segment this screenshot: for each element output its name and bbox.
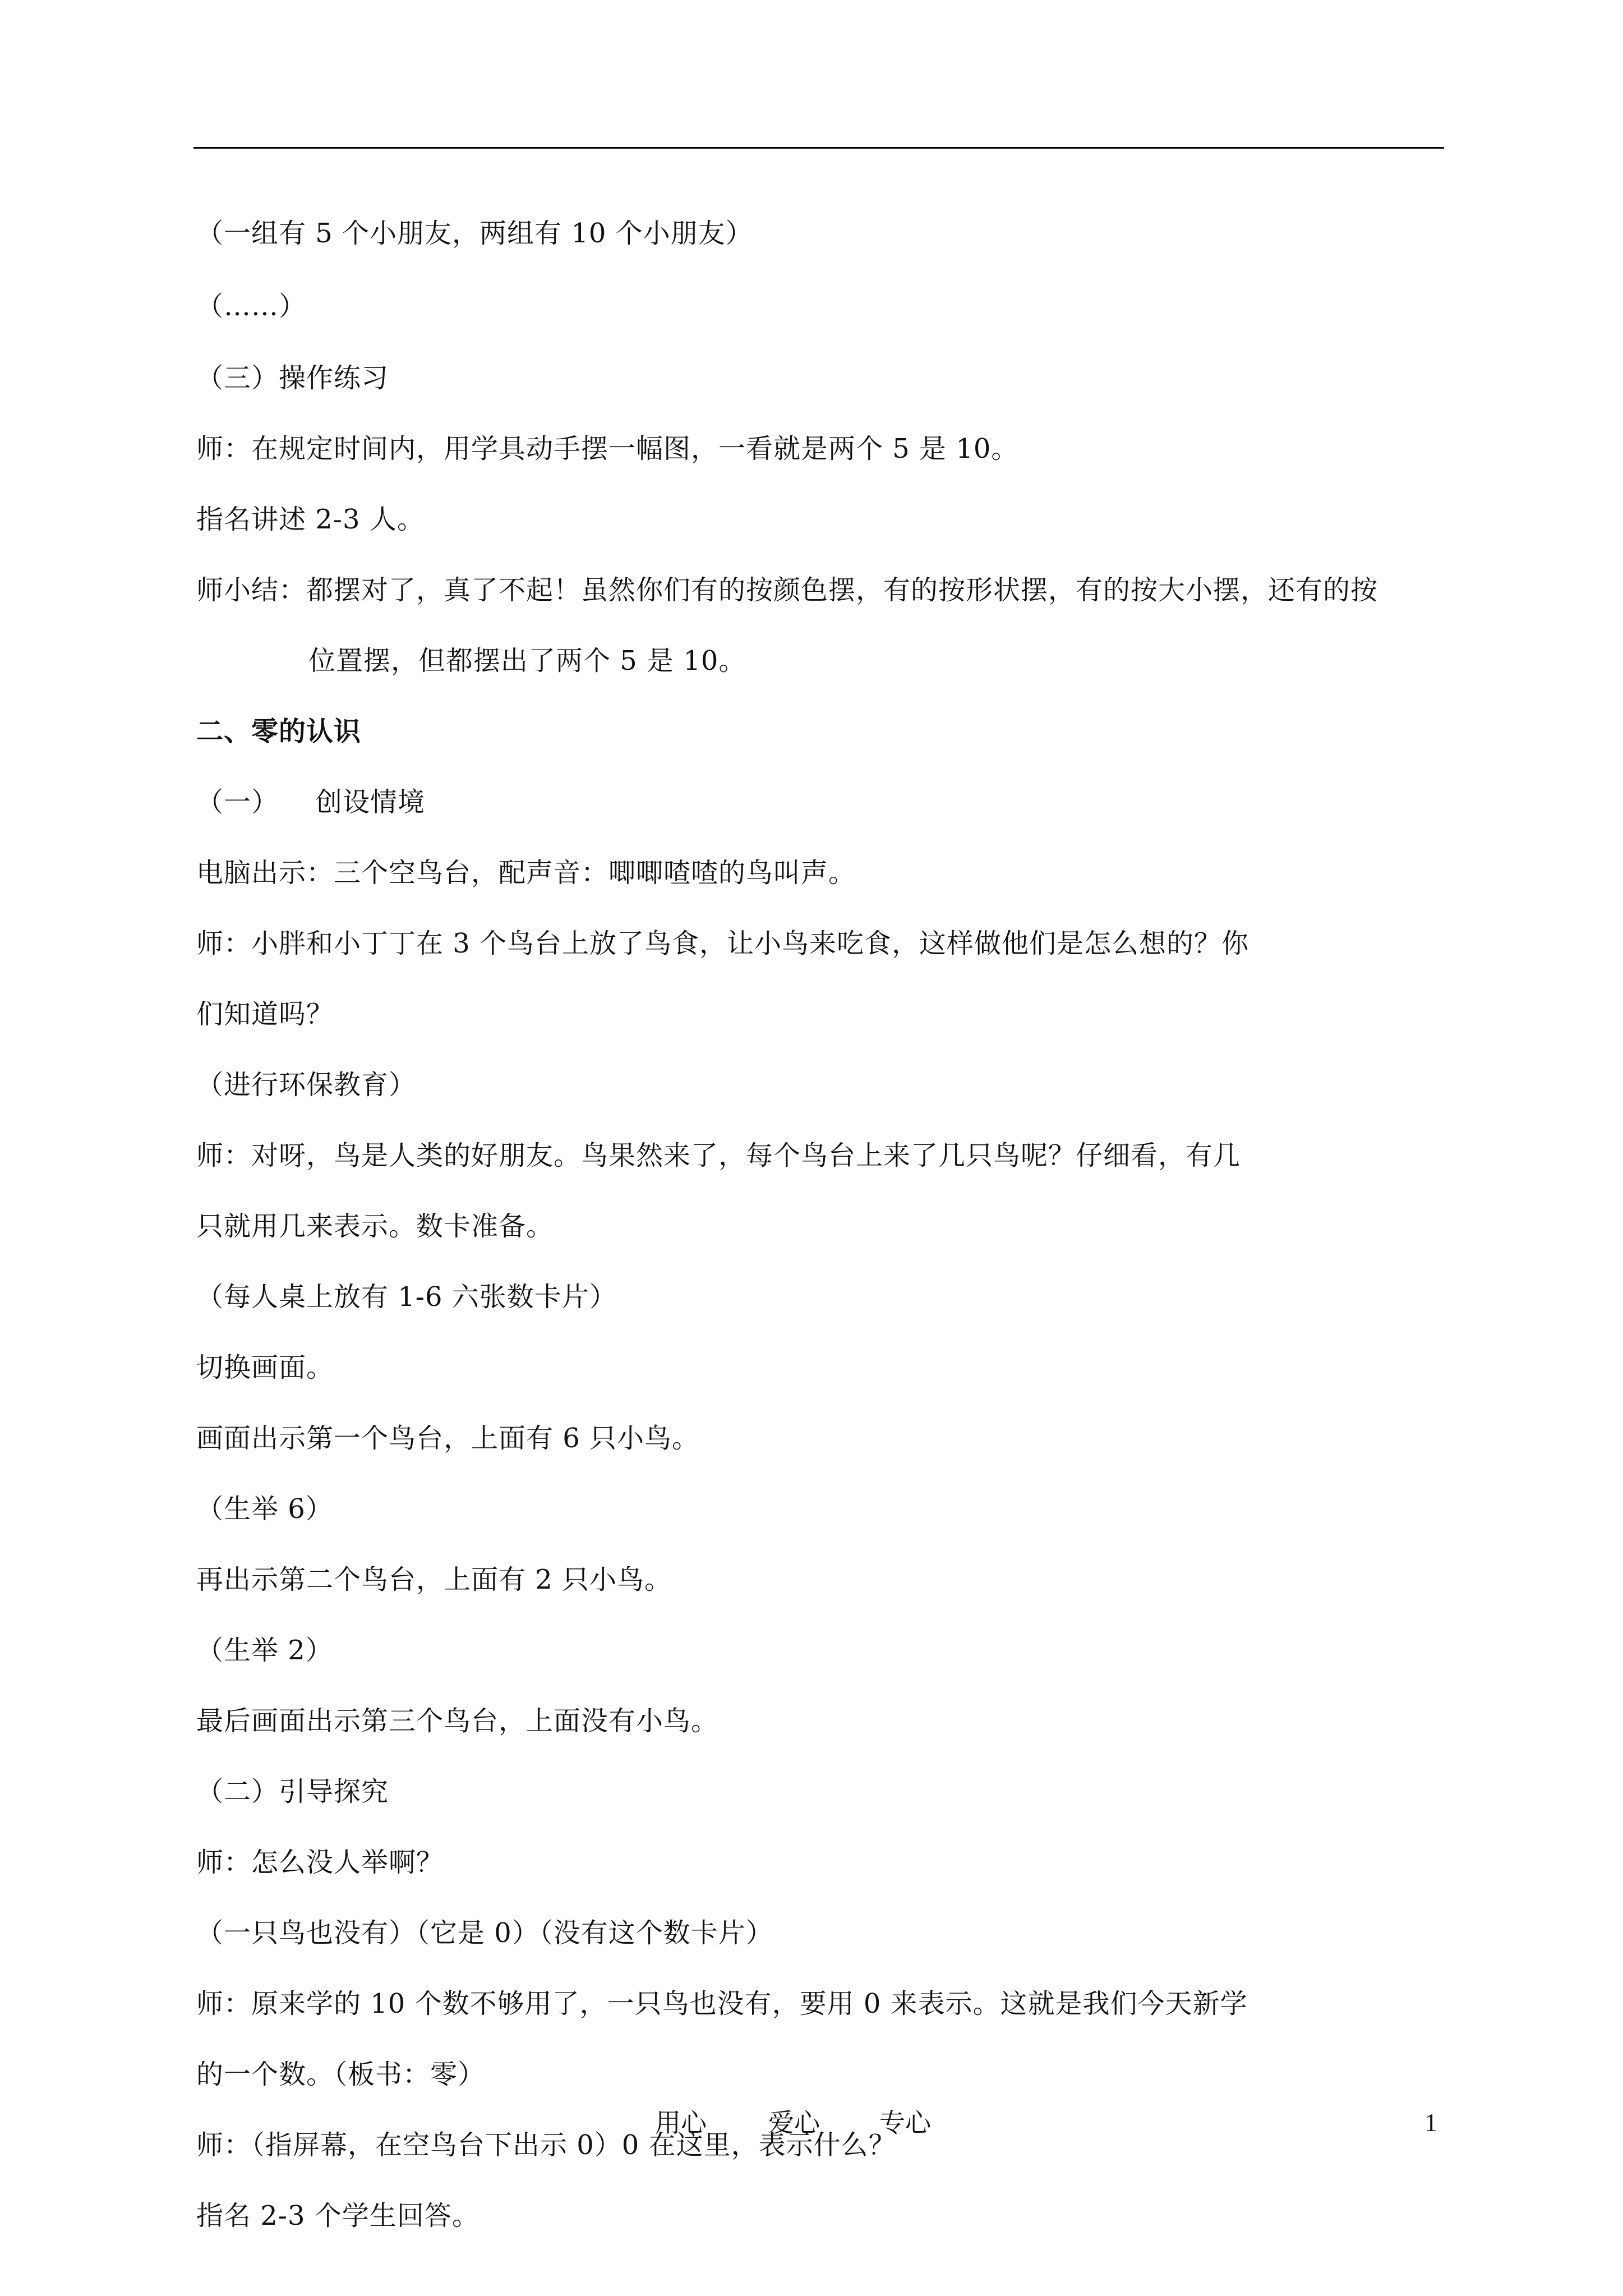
section-heading: （一） 创设情境 [196,786,426,818]
text-line: 指名 2-3 个学生回答。 [196,2200,479,2231]
text-line: 师：（指屏幕，在空鸟台下出示 0）0 在这里，表示什么？ [196,2129,896,2161]
section-heading: （二）引导探究 [196,1776,389,1807]
text-line: 师：在规定时间内，用学具动手摆一幅图，一看就是两个 5 是 10。 [196,433,1019,464]
text-line: 再出示第二个鸟台，上面有 2 只小鸟。 [196,1564,672,1595]
text-line: 只就用几来表示。数卡准备。 [196,1211,554,1242]
text-line: 师：怎么没人举啊？ [196,1847,444,1878]
text-line: 画面出示第一个鸟台，上面有 6 只小鸟。 [196,1423,700,1454]
text-line: 师：原来学的 10 个数不够用了，一只鸟也没有，要用 0 来表示。这就是我们今天新学 [196,1988,1248,2019]
text-line: 们知道吗？ [196,999,334,1030]
text-line: 师：小胖和小丁丁在 3 个鸟台上放了鸟食，让小鸟来吃食，这样做他们是怎么想的？你 [196,928,1249,959]
footer-motto-3: 专心 [879,2108,931,2138]
text-line: （生举 2） [196,1635,333,1666]
text-line: 师小结：都摆对了，真了不起！虽然你们有的按颜色摆，有的按形状摆，有的按大小摆，还有的按 [196,574,1378,606]
text-line: （一只鸟也没有）（它是 0）（没有这个数卡片） [196,1917,773,1949]
text-line: （……） [196,291,307,322]
text-line: 指名讲述 2-3 人。 [196,504,425,535]
section-heading: （三）操作练习 [196,362,389,394]
text-line: （每人桌上放有 1-6 六张数卡片） [196,1281,617,1313]
text-line: 的一个数。（板书：零） [196,2059,486,2090]
text-line: 师：对呀，鸟是人类的好朋友。鸟果然来了，每个鸟台上来了几只鸟呢？仔细看，有几 [196,1140,1241,1171]
text-line: （进行环保教育） [196,1069,417,1101]
chapter-heading: 二、零的认识 [196,716,362,747]
text-line: （生举 6） [196,1493,333,1525]
header-rule [193,147,1444,149]
page-number: 1 [1424,2108,1437,2137]
text-line: （一组有 5 个小朋友，两组有 10 个小朋友） [196,218,753,249]
text-line: 电脑出示：三个空鸟台，配声音：唧唧喳喳的鸟叫声。 [196,857,856,889]
text-line: 最后画面出示第三个鸟台，上面没有小鸟。 [196,1705,719,1737]
footer-motto-1: 用心 [655,2108,707,2138]
text-line: 切换画面。 [196,1352,334,1383]
footer-motto-2: 爱心 [768,2108,820,2138]
text-line-continued: 位置摆，但都摆出了两个 5 是 10。 [308,645,746,677]
